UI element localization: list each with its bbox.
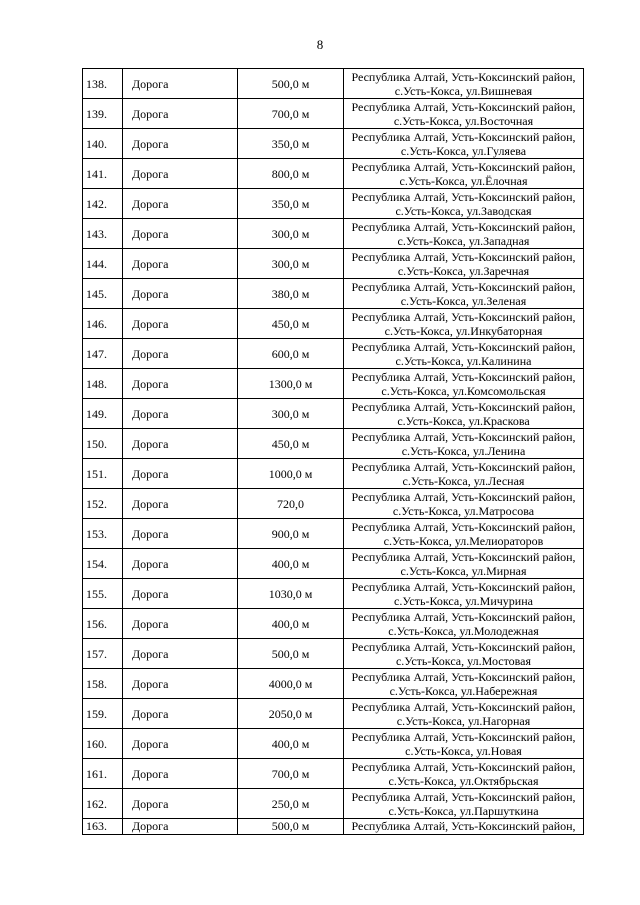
object-length: 1030,0 м	[238, 579, 344, 609]
address-line-1: Республика Алтай, Усть-Коксинский район,	[351, 279, 576, 294]
address-line-1: Республика Алтай, Усть-Коксинский район,	[351, 339, 576, 354]
address-line-2: с.Усть-Кокса, ул.Мостовая	[395, 653, 532, 668]
table-row	[83, 699, 584, 729]
object-length: 350,0 м	[238, 129, 344, 159]
object-length: 450,0 м	[238, 429, 344, 459]
object-address	[344, 339, 584, 369]
address-line-2: с.Усть-Кокса, ул.Гуляева	[400, 143, 527, 158]
table-row	[83, 669, 584, 699]
address-line-2: с.Усть-Кокса, ул.Новая	[405, 743, 522, 758]
address-line-2: с.Усть-Кокса, ул.Западная	[397, 233, 530, 248]
object-name: Дорога	[123, 309, 238, 339]
object-address	[344, 699, 584, 729]
object-name: Дорога	[123, 579, 238, 609]
object-address	[344, 669, 584, 699]
row-number: 148.	[83, 369, 123, 399]
object-length: 350,0 м	[238, 189, 344, 219]
object-address	[344, 279, 584, 309]
address-line-1: Республика Алтай, Усть-Коксинский район,	[351, 129, 576, 144]
object-length: 300,0 м	[238, 219, 344, 249]
address-line-1: Республика Алтай, Усть-Коксинский район,	[351, 789, 576, 804]
table-row	[83, 369, 584, 399]
address-line-1: Республика Алтай, Усть-Коксинский район,	[351, 759, 576, 774]
object-address	[344, 459, 584, 489]
object-name: Дорога	[123, 729, 238, 759]
object-name: Дорога	[123, 129, 238, 159]
address-line-1: Республика Алтай, Усть-Коксинский район,	[351, 429, 576, 444]
address-line-1: Республика Алтай, Усть-Коксинский район,	[351, 489, 576, 504]
table-row	[83, 159, 584, 189]
object-name: Дорога	[123, 459, 238, 489]
object-name: Дорога	[123, 249, 238, 279]
address-line-1: Республика Алтай, Усть-Коксинский район,	[351, 459, 576, 474]
object-name: Дорога	[123, 519, 238, 549]
address-line-2: с.Усть-Кокса, ул.Ёлочная	[399, 173, 528, 188]
row-number: 160.	[83, 729, 123, 759]
row-number: 163.	[83, 819, 123, 835]
table-row	[83, 399, 584, 429]
object-address	[344, 579, 584, 609]
object-address	[344, 639, 584, 669]
object-address	[344, 759, 584, 789]
row-number: 146.	[83, 309, 123, 339]
table-row	[83, 129, 584, 159]
row-number: 162.	[83, 789, 123, 819]
roads-table-body	[83, 69, 584, 835]
object-address	[344, 789, 584, 819]
address-line-1: Республика Алтай, Усть-Коксинский район,	[351, 219, 576, 234]
address-line-2: с.Усть-Кокса, ул.Зеленая	[400, 293, 527, 308]
object-length: 400,0 м	[238, 549, 344, 579]
row-number: 152.	[83, 489, 123, 519]
object-address	[344, 159, 584, 189]
row-number: 151.	[83, 459, 123, 489]
address-line-1: Республика Алтай, Усть-Коксинский район,	[351, 369, 576, 384]
object-length: 1300,0 м	[238, 369, 344, 399]
address-line-2: с.Усть-Кокса, ул.Комсомольская	[381, 383, 546, 398]
table-row	[83, 249, 584, 279]
object-length: 500,0 м	[238, 69, 344, 99]
object-length: 380,0 м	[238, 279, 344, 309]
object-address	[344, 729, 584, 759]
object-address	[344, 819, 584, 835]
object-name: Дорога	[123, 819, 238, 835]
object-name: Дорога	[123, 759, 238, 789]
table-row	[83, 459, 584, 489]
object-length: 720,0	[238, 489, 344, 519]
row-number: 145.	[83, 279, 123, 309]
object-name: Дорога	[123, 399, 238, 429]
table-row	[83, 339, 584, 369]
object-address	[344, 549, 584, 579]
table-row	[83, 189, 584, 219]
table-row	[83, 309, 584, 339]
row-number: 141.	[83, 159, 123, 189]
table-row	[83, 639, 584, 669]
address-line-1: Республика Алтай, Усть-Коксинский район,	[351, 399, 576, 414]
address-line-2: с.Усть-Кокса, ул.Лесная	[402, 473, 525, 488]
table-row	[83, 579, 584, 609]
object-length: 500,0 м	[238, 819, 344, 835]
address-line-1: Республика Алтай, Усть-Коксинский район,	[351, 189, 576, 204]
row-number: 161.	[83, 759, 123, 789]
object-name: Дорога	[123, 369, 238, 399]
object-address	[344, 219, 584, 249]
address-line-2: с.Усть-Кокса, ул.Восточная	[393, 113, 534, 128]
table-row	[83, 819, 584, 835]
object-name: Дорога	[123, 159, 238, 189]
address-line-1: Республика Алтай, Усть-Коксинский район,	[351, 609, 576, 624]
object-name: Дорога	[123, 669, 238, 699]
address-line-1: Республика Алтай, Усть-Коксинский район,	[351, 99, 576, 114]
object-length: 700,0 м	[238, 759, 344, 789]
object-name: Дорога	[123, 279, 238, 309]
object-length: 400,0 м	[238, 609, 344, 639]
address-line-2: с.Усть-Кокса, ул.Матросова	[392, 503, 535, 518]
roads-table	[82, 68, 584, 835]
address-line-1: Республика Алтай, Усть-Коксинский район,	[351, 159, 576, 174]
object-name: Дорога	[123, 339, 238, 369]
address-line-2: с.Усть-Кокса, ул.Вишневая	[394, 83, 533, 98]
row-number: 156.	[83, 609, 123, 639]
row-number: 153.	[83, 519, 123, 549]
object-name: Дорога	[123, 699, 238, 729]
object-length: 400,0 м	[238, 729, 344, 759]
address-line-1: Республика Алтай, Усть-Коксинский район,	[351, 699, 576, 714]
object-address	[344, 519, 584, 549]
address-line-2: с.Усть-Кокса, ул.Мирная	[400, 563, 527, 578]
object-length: 4000,0 м	[238, 669, 344, 699]
address-line-2: с.Усть-Кокса, ул.Паршуткина	[388, 803, 539, 818]
object-name: Дорога	[123, 489, 238, 519]
object-address	[344, 99, 584, 129]
object-length: 1000,0 м	[238, 459, 344, 489]
object-length: 700,0 м	[238, 99, 344, 129]
address-line-2: с.Усть-Кокса, ул.Калинина	[395, 353, 532, 368]
address-line-2: с.Усть-Кокса, ул.Краскова	[397, 413, 530, 428]
row-number: 147.	[83, 339, 123, 369]
table-row	[83, 219, 584, 249]
row-number: 142.	[83, 189, 123, 219]
object-name: Дорога	[123, 99, 238, 129]
object-length: 250,0 м	[238, 789, 344, 819]
object-address	[344, 429, 584, 459]
address-line-2: с.Усть-Кокса, ул.Набережная	[389, 683, 538, 698]
row-number: 139.	[83, 99, 123, 129]
address-line-1: Республика Алтай, Усть-Коксинский район,	[351, 729, 576, 744]
object-length: 450,0 м	[238, 309, 344, 339]
row-number: 138.	[83, 69, 123, 99]
object-address	[344, 369, 584, 399]
object-length: 900,0 м	[238, 519, 344, 549]
row-number: 143.	[83, 219, 123, 249]
address-line-2: с.Усть-Кокса, ул.Молодежная	[388, 623, 539, 638]
object-length: 2050,0 м	[238, 699, 344, 729]
page-number: 8	[316, 37, 324, 52]
object-name: Дорога	[123, 189, 238, 219]
address-line-2: с.Усть-Кокса, ул.Мичурина	[394, 593, 533, 608]
table-row	[83, 549, 584, 579]
address-line-1: Республика Алтай, Усть-Коксинский район,	[351, 69, 576, 84]
table-row	[83, 429, 584, 459]
row-number: 140.	[83, 129, 123, 159]
row-number: 159.	[83, 699, 123, 729]
address-line-1: Республика Алтай, Усть-Коксинский район,	[351, 669, 576, 684]
object-name: Дорога	[123, 789, 238, 819]
address-line-1: Республика Алтай, Усть-Коксинский район,	[351, 819, 576, 833]
address-line-2: с.Усть-Кокса, ул.Заводская	[395, 203, 532, 218]
address-line-2: с.Усть-Кокса, ул.Нагорная	[396, 713, 531, 728]
object-address	[344, 609, 584, 639]
object-address	[344, 489, 584, 519]
row-number: 157.	[83, 639, 123, 669]
address-line-1: Республика Алтай, Усть-Коксинский район,	[351, 249, 576, 264]
row-number: 150.	[83, 429, 123, 459]
row-number: 144.	[83, 249, 123, 279]
object-address	[344, 399, 584, 429]
address-line-2: с.Усть-Кокса, ул.Октябрьская	[388, 773, 539, 788]
object-name: Дорога	[123, 639, 238, 669]
address-line-2: с.Усть-Кокса, ул.Мелиораторов	[383, 533, 544, 548]
object-address	[344, 309, 584, 339]
object-name: Дорога	[123, 69, 238, 99]
table-row	[83, 519, 584, 549]
table-row	[83, 729, 584, 759]
object-address	[344, 69, 584, 99]
address-line-1: Республика Алтай, Усть-Коксинский район,	[351, 639, 576, 654]
table-row	[83, 279, 584, 309]
object-name: Дорога	[123, 429, 238, 459]
row-number: 158.	[83, 669, 123, 699]
address-line-1: Республика Алтай, Усть-Коксинский район,	[351, 309, 576, 324]
address-line-1: Республика Алтай, Усть-Коксинский район,	[351, 549, 576, 564]
table-row	[83, 609, 584, 639]
object-address	[344, 249, 584, 279]
object-length: 800,0 м	[238, 159, 344, 189]
address-line-1: Республика Алтай, Усть-Коксинский район,	[351, 519, 576, 534]
object-length: 500,0 м	[238, 639, 344, 669]
row-number: 155.	[83, 579, 123, 609]
address-line-2: с.Усть-Кокса, ул.Заречная	[397, 263, 530, 278]
object-length: 300,0 м	[238, 249, 344, 279]
row-number: 149.	[83, 399, 123, 429]
address-line-1: Республика Алтай, Усть-Коксинский район,	[351, 579, 576, 594]
address-line-2: с.Усть-Кокса, ул.Инкубаторная	[384, 323, 543, 338]
object-length: 600,0 м	[238, 339, 344, 369]
object-name: Дорога	[123, 609, 238, 639]
table-row	[83, 99, 584, 129]
object-address	[344, 189, 584, 219]
row-number: 154.	[83, 549, 123, 579]
object-address	[344, 129, 584, 159]
table-row	[83, 489, 584, 519]
object-length: 300,0 м	[238, 399, 344, 429]
address-line-2: с.Усть-Кокса, ул.Ленина	[401, 443, 526, 458]
object-name: Дорога	[123, 219, 238, 249]
object-name: Дорога	[123, 549, 238, 579]
table-row	[83, 69, 584, 99]
table-row	[83, 789, 584, 819]
table-row	[83, 759, 584, 789]
